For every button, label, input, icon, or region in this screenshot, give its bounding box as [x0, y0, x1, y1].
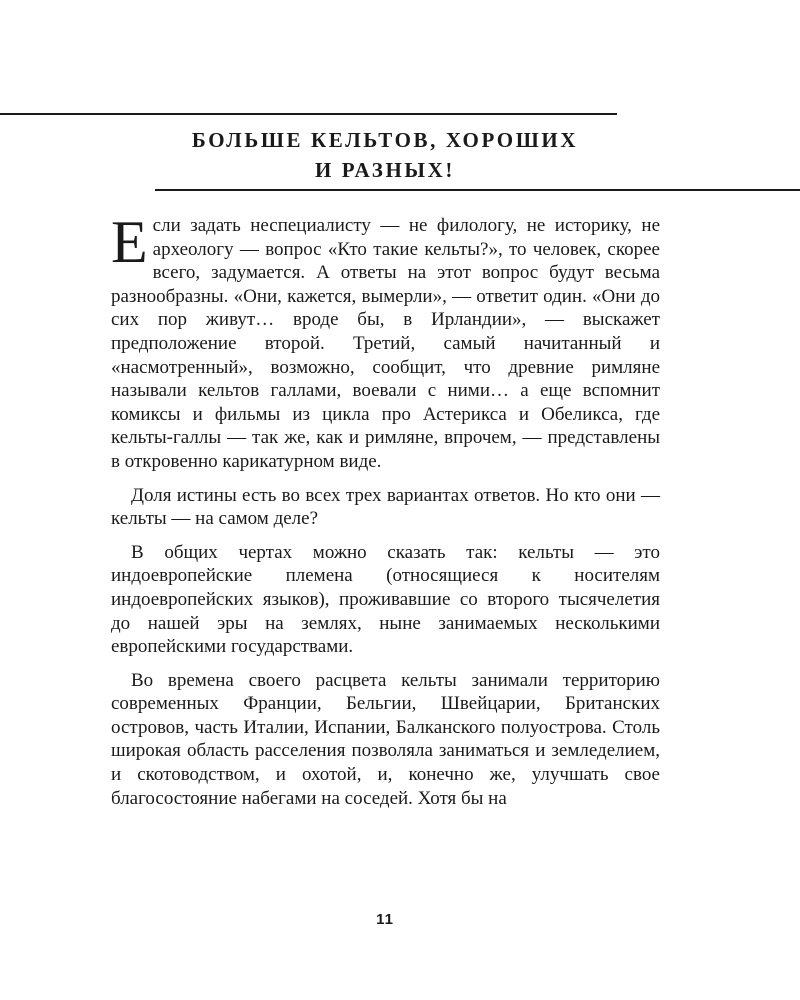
bottom-rule — [155, 189, 800, 191]
chapter-title-line-2: И РАЗНЫХ! — [315, 158, 455, 182]
paragraph-2: Доля истины есть во всех трех вариантах ответов. Но кто они — кельты — на самом деле? — [111, 484, 660, 530]
drop-cap: Е — [111, 209, 148, 275]
chapter-title — [150, 125, 620, 185]
chapter-title-line-1: БОЛЬШЕ КЕЛЬТОВ, ХОРОШИХ — [191, 128, 579, 152]
top-rule — [0, 113, 617, 115]
body-text — [111, 209, 660, 820]
paragraph-3: В общих чертах можно сказать так: кельты — это индоевропейские племена (относящиеся к носителям индоевропейских языков), проживавшие со второго тысячелетия до нашей эры на землях, ныне занимаемых несколькими европейскими государствами. — [111, 541, 660, 658]
page-number: 11 — [376, 911, 394, 928]
paragraph-1 — [111, 209, 660, 474]
paragraph-1-text: сли задать неспециалисту — не филологу, не историку, не археологу — вопрос «Кто такие кельты?», то человек, скорее всего, задумается. А ответы на этот вопрос будут весьма разнообразны. «Они, кажется, вымерли», — ответит один. «Они до сих пор живут… вроде бы, в Ирландии», — выскажет предположение второй. Третий, самый начитанный и «насмотренный», возможно, сообщит, что древние римляне называли кельтов галлами, воевали с ними… а еще вспомнит комиксы и фильмы из цикла про Астерикса и Обеликса, где кельты-галлы — так же, как и римляне, впрочем, — представлены в откровенно карикатурном виде. — [111, 215, 660, 472]
paragraph-4: Во времена своего расцвета кельты занимали территорию современных Франции, Бельгии, Швейцарии, Британских островов, часть Италии, Испании, Балканского полуострова. Столь широкая область расселения позволяла заниматься и земледелием, и скотоводством, и охотой, и, конечно же, улучшать свое благосостояние набегами на соседей. Хотя бы на — [111, 669, 660, 809]
